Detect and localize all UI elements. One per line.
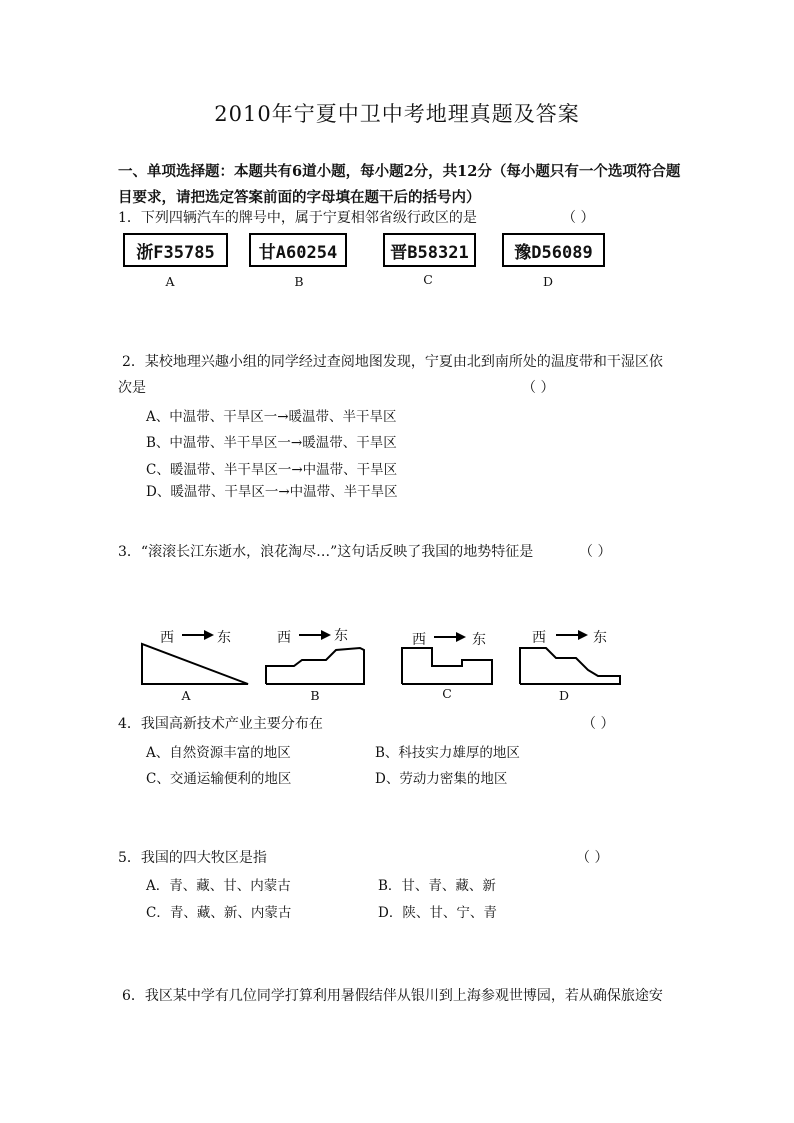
q2-option-c: C、暖温带、半干旱区一→中温带、干旱区	[146, 462, 398, 478]
fig-d-west: 西	[532, 630, 546, 646]
fig-a-terrain-profile	[140, 640, 252, 686]
plate-d: 豫D56089	[502, 233, 605, 267]
fig-c-west: 西	[412, 632, 426, 648]
q2-answer-paren: （ ）	[522, 380, 555, 396]
fig-d-terrain-profile	[518, 644, 624, 686]
plate-label-c: C	[423, 272, 433, 287]
q4-answer-paren: （ ）	[582, 716, 615, 732]
q3-stem: 3．“滚滚长江东逝水，浪花淘尽…”这句话反映了我国的地势特征是	[118, 544, 534, 560]
q5-answer-paren: （ ）	[576, 850, 609, 866]
q2-option-b: B、中温带、半干旱区一→暖温带、干旱区	[146, 435, 397, 451]
plate-a: 浙F35785	[123, 233, 228, 267]
fig-d-east: 东	[593, 630, 607, 646]
q2-stem-line2: 次是	[118, 380, 146, 396]
page-title: 2010年宁夏中卫中考地理真题及答案	[214, 102, 580, 126]
q2-option-d: D、暖温带、干旱区一→中温带、半干旱区	[146, 484, 398, 500]
q5-option-a: A．青、藏、甘、内蒙古	[146, 878, 291, 894]
fig-c-arrow-icon	[434, 629, 466, 645]
fig-d-arrow-icon	[556, 627, 588, 643]
plate-label-d: D	[542, 274, 554, 289]
q6-stem: 6．我区某中学有几位同学打算利用暑假结伴从银川到上海参观世博园，若从确保旅途安	[122, 988, 663, 1004]
q2-stem-line1: 2．某校地理兴趣小组的同学经过查阅地图发现，宁夏由北到南所处的温度带和干湿区依	[122, 354, 663, 370]
q5-stem: 5．我国的四大牧区是指	[118, 850, 267, 866]
q4-stem: 4．我国高新技术产业主要分布在	[118, 716, 323, 732]
q1-answer-paren: （ ）	[562, 210, 595, 226]
fig-b-west: 西	[277, 630, 291, 646]
q3-answer-paren: （ ）	[579, 544, 612, 560]
plate-b: 甘A60254	[249, 233, 347, 267]
plate-label-a: A	[165, 274, 175, 289]
q4-option-b: B、科技实力雄厚的地区	[375, 745, 520, 761]
q5-option-b: B．甘、青、藏、新	[378, 878, 496, 894]
q1-stem: 1．下列四辆汽车的牌号中，属于宁夏相邻省级行政区的是	[118, 210, 477, 226]
q5-option-c: C．青、藏、新、内蒙古	[146, 905, 292, 921]
fig-a-label: A	[181, 688, 191, 703]
q2-option-a: A、中温带、干旱区一→暖温带、半干旱区	[146, 409, 397, 425]
fig-b-east: 东	[334, 628, 348, 644]
q4-option-a: A、自然资源丰富的地区	[146, 745, 291, 761]
fig-b-terrain-profile	[264, 640, 368, 686]
q4-option-c: C、交通运输便利的地区	[146, 771, 292, 787]
fig-c-terrain-profile	[400, 644, 496, 686]
fig-a-west: 西	[160, 630, 174, 646]
fig-c-east: 东	[472, 632, 486, 648]
fig-a-east: 东	[217, 630, 231, 646]
q5-option-d: D．陕、甘、宁、青	[378, 905, 497, 921]
fig-c-label: C	[442, 686, 452, 701]
q4-option-d: D、劳动力密集的地区	[375, 771, 508, 787]
section-header-line2: 目要求，请把选定答案前面的字母填在题干后的括号内）	[118, 189, 481, 206]
fig-d-label: D	[558, 688, 570, 703]
fig-b-label: B	[310, 688, 320, 703]
plate-c: 晋B58321	[383, 233, 476, 267]
plate-label-b: B	[294, 274, 304, 289]
section-header-line1: 一、单项选择题：本题共有6道小题，每小题2分，共12分（每小题只有一个选项符合题	[118, 163, 681, 180]
